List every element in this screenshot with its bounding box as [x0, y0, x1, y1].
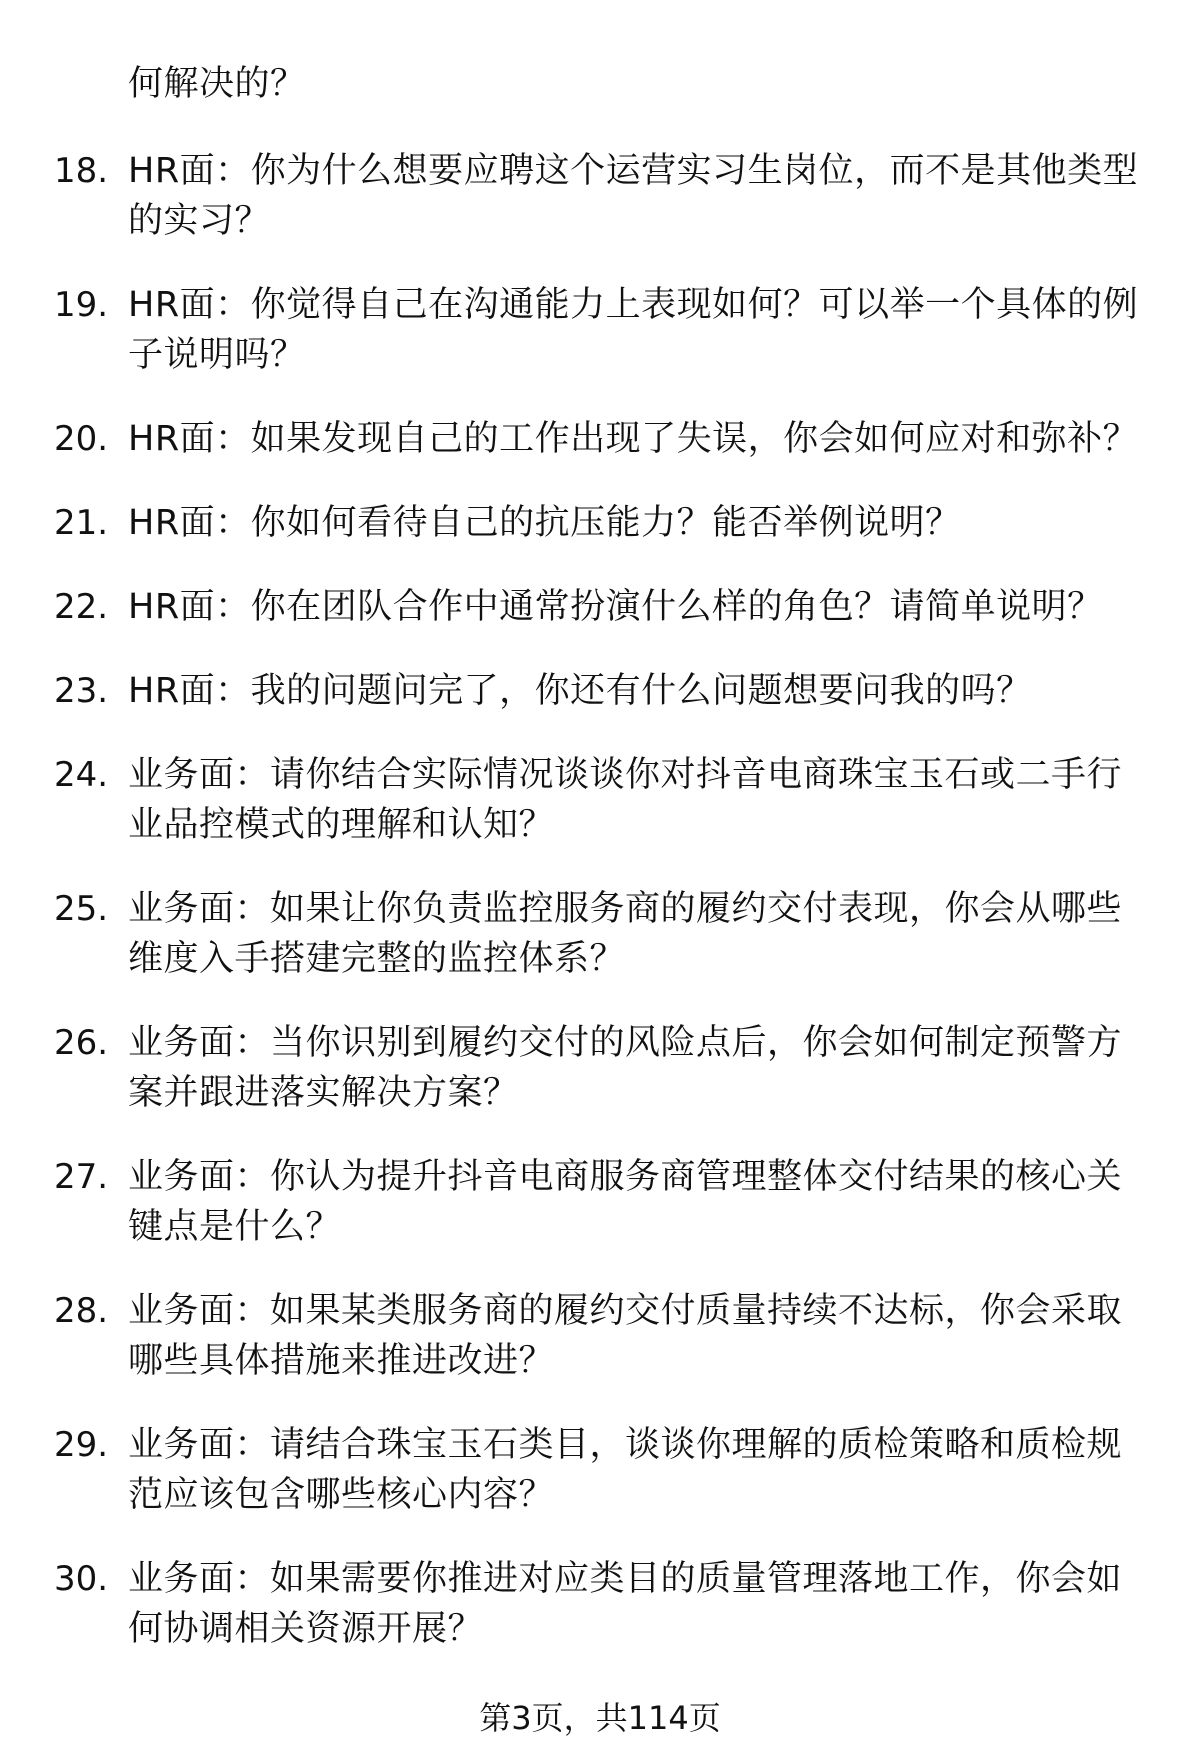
question-number: 26.: [54, 1023, 109, 1063]
question-continuation: [0, 59, 1200, 109]
question-text-line: HR面：你觉得自己在沟通能力上表现如何？可以举一个具体的例: [128, 285, 1139, 325]
question-text-line: 何解决的？: [128, 64, 306, 104]
question-text-line: 业务面：如果让你负责监控服务商的履约交付表现，你会从哪些: [128, 889, 1123, 929]
question-item: [0, 884, 1200, 984]
question-text-line: 业务面：如果某类服务商的履约交付质量持续不达标，你会采取: [128, 1291, 1123, 1331]
question-number: 27.: [54, 1157, 109, 1197]
question-item: [0, 750, 1200, 850]
question-text-line: 维度入手搭建完整的监控体系？: [128, 939, 626, 979]
question-item: [0, 280, 1200, 380]
page-footer: 第3页，共114页: [479, 1699, 721, 1737]
question-number: 18.: [54, 151, 109, 191]
question-text-line: 业务面：请结合珠宝玉石类目，谈谈你理解的质检策略和质检规: [128, 1425, 1123, 1465]
question-text-line: HR面：如果发现自己的工作出现了失误，你会如何应对和弥补？: [128, 419, 1139, 459]
question-item: [0, 1286, 1200, 1386]
question-text-line: 业务面：如果需要你推进对应类目的质量管理落地工作，你会如: [128, 1559, 1123, 1599]
question-number: 22.: [54, 587, 109, 627]
question-text-line: 子说明吗？: [128, 335, 306, 375]
question-text-line: HR面：你如何看待自己的抗压能力？能否举例说明？: [128, 503, 961, 543]
question-item: [0, 1554, 1200, 1654]
question-item: [0, 582, 1200, 632]
question-number: 23.: [54, 671, 109, 711]
question-item: [0, 1018, 1200, 1118]
question-number: 28.: [54, 1291, 109, 1331]
question-item: [0, 498, 1200, 548]
question-number: 24.: [54, 755, 109, 795]
question-text-line: HR面：你为什么想要应聘这个运营实习生岗位，而不是其他类型: [128, 151, 1139, 191]
question-number: 21.: [54, 503, 109, 543]
question-text-line: 何协调相关资源开展？: [128, 1609, 484, 1649]
question-number: 25.: [54, 889, 109, 929]
question-item: [0, 1420, 1200, 1520]
question-number: 29.: [54, 1425, 109, 1465]
question-text-line: 业务面：你认为提升抖音电商服务商管理整体交付结果的核心关: [128, 1157, 1123, 1197]
question-text-line: 业品控模式的理解和认知？: [128, 805, 555, 845]
question-number: 19.: [54, 285, 109, 325]
question-item: [0, 666, 1200, 716]
question-text-line: 业务面：请你结合实际情况谈谈你对抖音电商珠宝玉石或二手行: [128, 755, 1123, 795]
question-text-line: 哪些具体措施来推进改进？: [128, 1341, 555, 1381]
question-item: [0, 1152, 1200, 1252]
question-text-line: 案并跟进落实解决方案？: [128, 1073, 519, 1113]
question-text-line: 的实习？: [128, 201, 271, 241]
question-number: 20.: [54, 419, 109, 459]
question-text-line: HR面：我的问题问完了，你还有什么问题想要问我的吗？: [128, 671, 1032, 711]
question-text-line: 业务面：当你识别到履约交付的风险点后，你会如何制定预警方: [128, 1023, 1123, 1063]
question-item: [0, 146, 1200, 246]
question-number: 30.: [54, 1559, 109, 1599]
question-text-line: HR面：你在团队合作中通常扮演什么样的角色？请简单说明？: [128, 587, 1103, 627]
question-text-line: 范应该包含哪些核心内容？: [128, 1475, 555, 1515]
question-item: [0, 414, 1200, 464]
question-list: [0, 59, 1200, 1688]
question-text-line: 键点是什么？: [128, 1207, 342, 1247]
